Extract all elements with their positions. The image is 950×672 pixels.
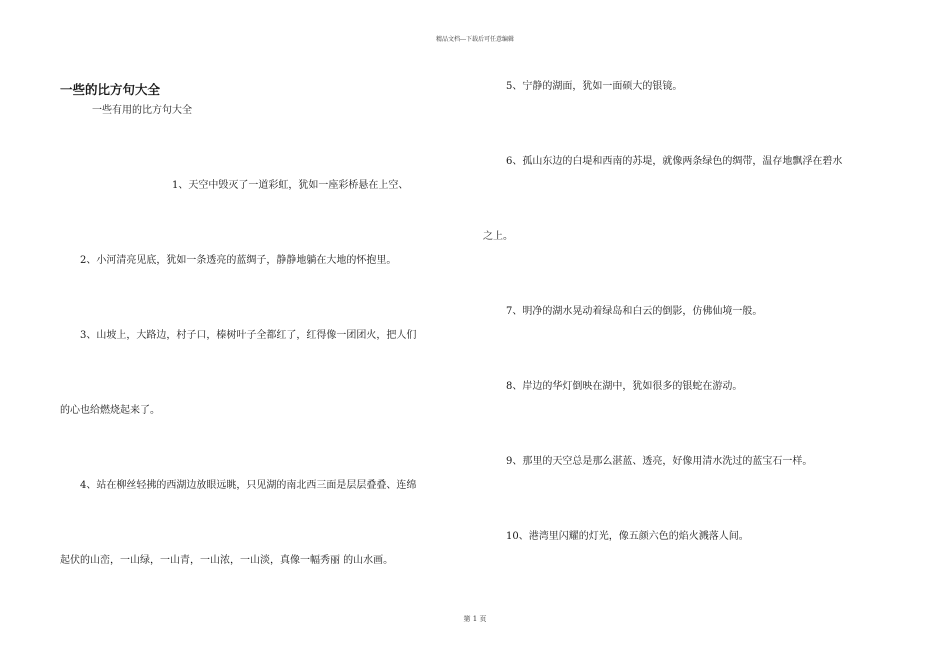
sentence-line: 7、明净的湖水晃动着绿岛和白云的倒影，仿佛仙境一般。 xyxy=(506,306,763,317)
sentence-line: 2、小河清亮见底，犹如一条透亮的蓝绸子，静静地躺在大地的怀抱里。 xyxy=(80,255,397,266)
sentence-line: 9、那里的天空总是那么湛蓝、透亮，好像用清水洗过的蓝宝石一样。 xyxy=(506,456,813,467)
sentence-line: 10、港湾里闪耀的灯光，像五颜六色的焰火溅落人间。 xyxy=(506,531,749,542)
document-title: 一些的比方句大全 xyxy=(60,82,161,97)
document-subtitle: 一些有用的比方句大全 xyxy=(92,105,192,116)
sentence-line: 4、站在柳丝轻拂的西湖边放眼远眺，只见湖的南北西三面是层层叠叠、连绵 xyxy=(80,480,417,491)
sentence-line: 1、天空中毁灭了一道彩虹，犹如一座彩桥悬在上空、 xyxy=(172,180,409,191)
page-number: 第 1 页 xyxy=(463,615,487,623)
sentence-line: 起伏的山峦，一山绿，一山青，一山浓，一山淡，真像一幅秀丽 的山水画。 xyxy=(60,555,394,566)
sentence-line: 之上。 xyxy=(483,231,513,242)
sentence-line: 的心也给燃烧起来了。 xyxy=(60,405,160,416)
sentence-line: 3、山坡上，大路边，村子口，榛树叶子全都红了，红得像一团团火，把人们 xyxy=(80,330,417,341)
sentence-line: 5、宁静的湖面，犹如一面硕大的银镜。 xyxy=(506,81,683,92)
sentence-line: 6、孤山东边的白堤和西南的苏堤，就像两条绿色的绸带，温存地飘浮在碧水 xyxy=(506,156,843,167)
sentence-line: 8、岸边的华灯倒映在湖中，犹如很多的银蛇在游动。 xyxy=(506,381,743,392)
page-header-note: 精品文档---下载后可任意编辑 xyxy=(435,36,515,43)
